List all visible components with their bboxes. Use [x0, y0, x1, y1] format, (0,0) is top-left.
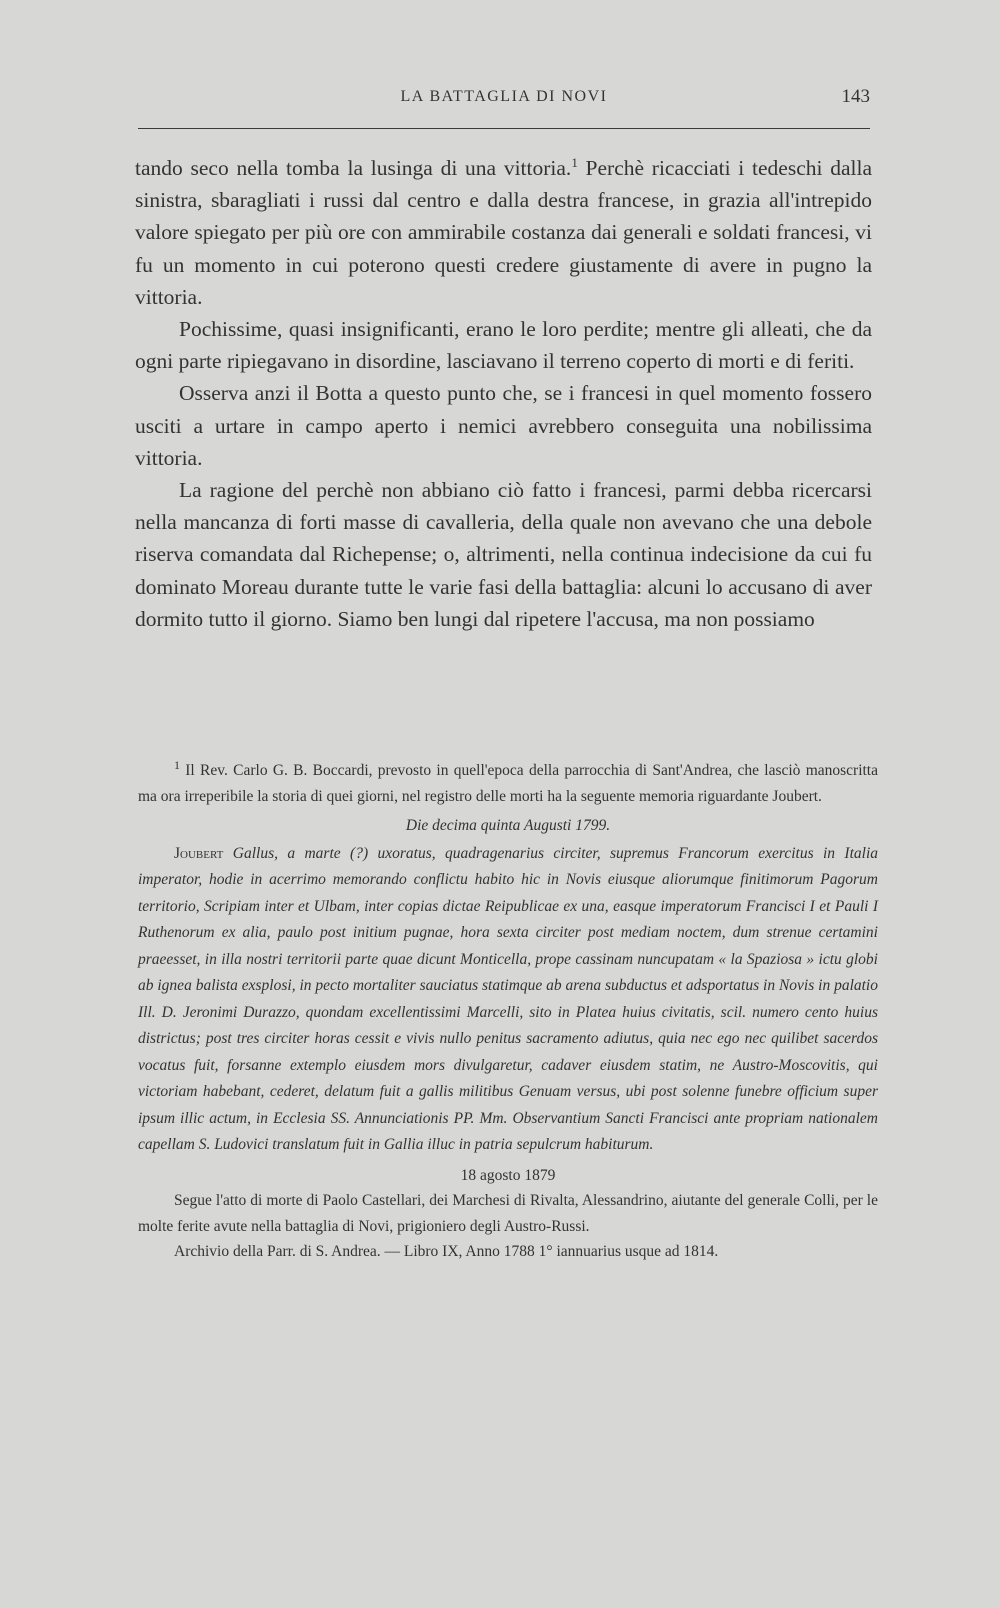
paragraph-1-rest: Perchè ricacciati i tedeschi dalla sinistra, sbaragliati i russi dal centro e dalla destra francese, in grazia all'intrepido valore spiegato per più ore con ammirabile costanza dai generali e soldati francesi, vi fu un momento in cui poterono questi credere giustamente di avere in pugno la vittoria.: [135, 156, 872, 309]
running-head: [138, 88, 870, 112]
footnote-reference: 1: [571, 154, 578, 170]
record-date: 18 agosto 1879: [460, 1166, 556, 1184]
footnote-number: 1: [174, 757, 180, 772]
running-title: LA BATTAGLIA DI NOVI: [400, 88, 608, 105]
paragraph-2: Pochissime, quasi insignificanti, erano le loro perdite; mentre gli alleati, che da ogni parte ripiegavano in disordine, lasciavano il terreno coperto di morti e di feriti.: [135, 317, 872, 374]
latin-record: [138, 841, 878, 1159]
footnote-intro: [138, 758, 878, 809]
latin-record-text: Gallus, a marte (?) uxoratus, quadragenarius circiter, supremus Francorum exercitus in Italia imperator, hodie in acerrimo memorando conflictu habito hic in Novis eiusque aliorumque finitimorum Pagorum territorio, Scripiam inter et Ulbam, inter copias dictae Reipublicae ex una, easque imperatorum Francisci I et Pauli I Ruthenorum ex alia, paulo post initium pugnae, hora sexta circiter post mediam noctem, dum strenue certamini praeesset, in illa nostri territorii parte quae dicunt Monticella, prope cassinam nuncupatam « la Spaziosa » ictu globi ab ignea balista exsplosi, in pecto mortaliter sauciatus statimque ab arena subductus et adsportatus in Novis in palatio Ill. D. Jeronimi Durazzo, quondam excellentissimi Marcelli, sito in Platea huius civitatis, scil. numero cento huius districtus; post tres circiter horas cessit e vivis nullo penitus sacramento adiutus, quia nec ego nec quilibet sacerdos vocatus fuit, forsanne extemplo eiusdem mors divulgaretur, cadaver eiusdem statim, ne Austro-Moscovitis, qui victoriam habebant, cederet, delatum fuit a gallis militibus Genuam versus, ubi post solenne funebre officium super ipsum illic actum, in Ecclesia SS. Annunciationis PP. Mm. Observantium Sancti Francisci ante propriam nationalem capellam S. Ludovici translatum fuit in Gallia illuc in patria sepulcrum habiturum.: [138, 844, 878, 1153]
paragraph-1: [135, 152, 872, 313]
segue-text: Segue l'atto di morte di Paolo Castellari, dei Marchesi di Rivalta, Alessandrino, aiutante del generale Colli, per le molte ferite avute nella battaglia di Novi, prigioniero degli Austro-Russi.: [138, 1192, 878, 1235]
paragraph-1-start: tando seco nella tomba la lusinga di una vittoria.: [135, 156, 572, 180]
archive-reference: Archivio della Parr. di S. Andrea. — Libro IX, Anno 1788 1° iannuarius usque ad 1814.: [174, 1243, 719, 1260]
footnote-block: [138, 758, 878, 1265]
latin-name: Joubert: [174, 844, 224, 862]
main-text: [135, 152, 872, 635]
paragraph-3: Osserva anzi il Botta a questo punto che, se i francesi in quel momento fossero usciti a urtare in campo aperto i nemici avrebbero conseguita una nobilissima vittoria.: [135, 381, 872, 470]
latin-date: Die decima quinta Augusti 1799.: [405, 817, 611, 834]
footnote-intro-text: Il Rev. Carlo G. B. Boccardi, prevosto in quell'epoca della parrocchia di Sant'Andrea, che lasciò manoscritta ma ora irreperibile la storia di quei giorni, nel registro delle morti ha la seguente memoria riguardante Joubert.: [138, 762, 878, 805]
page-number: 143: [841, 86, 870, 107]
header-rule: [138, 128, 870, 129]
paragraph-4: La ragione del perchè non abbiano ciò fatto i francesi, parmi debba ricercarsi nella mancanza di forti masse di cavalleria, della quale non avevano che una debole riserva comandata dal Richepense; o, altrimenti, nella continua indecisione da cui fu dominato Moreau durante tutte le varie fasi della battaglia: alcuni lo accusano di aver dormito tutto il giorno. Siamo ben lungi dal ripetere l'accusa, ma non possiamo: [135, 478, 872, 631]
